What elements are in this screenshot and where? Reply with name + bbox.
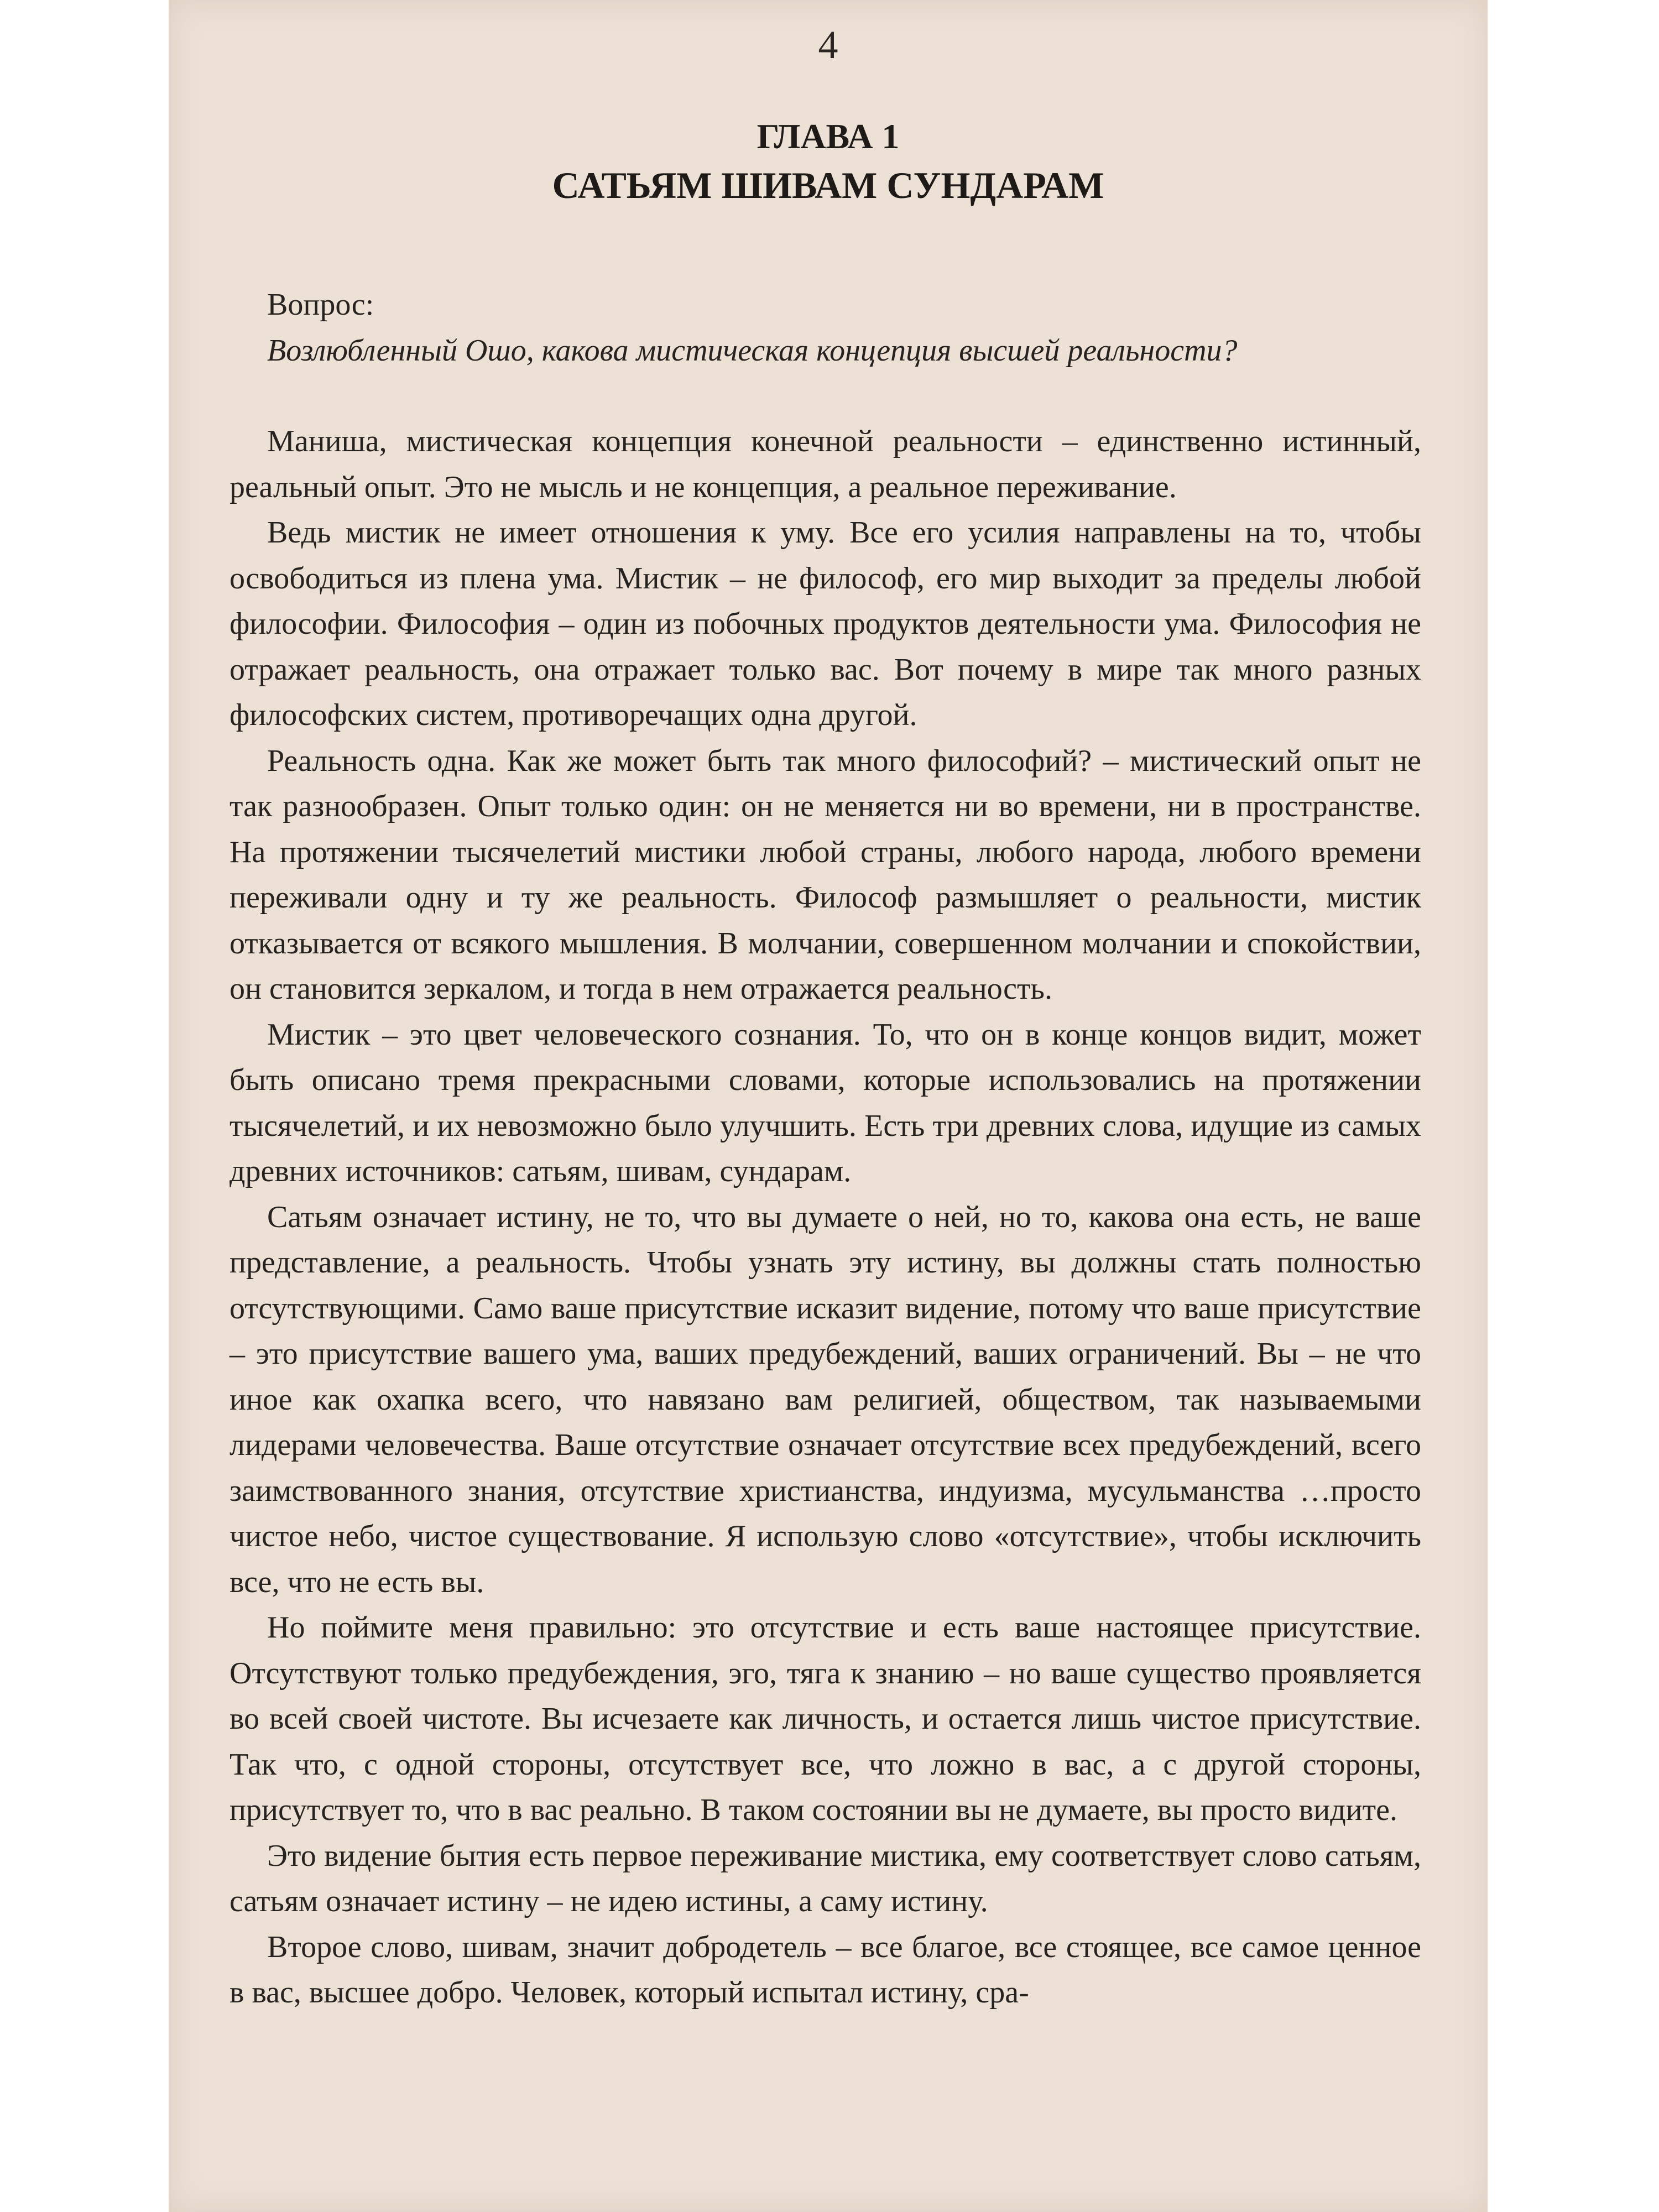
paragraph: Сатьям означает истину, не то, что вы думаете о ней, но то, какова она есть, не ваше представление, а реальность. Чтобы узнать эту истину, вы должны стать полностью отсутствующими. Само ваше присутствие исказит видение, потому что ваше присутствие – это присутствие вашего ума, ваших предубеждений, ваших ограничений. Вы – не что иное как охапка всего, что навязано вам религией, обществом, так называемыми лидерами человечества. Ваше отсутствие означает отсутствие всех предубеждений, всего заимствованного знания, отсутствие христианства, индуизма, мусульманства …просто чистое небо, чистое существование. Я использую слово «отсутствие», чтобы исключить все, что не есть вы. [229, 1199, 1421, 1599]
question-label: Вопрос: [267, 288, 374, 322]
body-text [229, 282, 1421, 2016]
question-text: Возлюбленный Ошо, какова мистическая концепция высшей реальности? [267, 333, 1238, 368]
paragraph-gap [229, 373, 1421, 419]
paragraph: Реальность одна. Как же может быть так много философий? – мистический опыт не так разнообразен. Опыт только один: он не меняется ни во времени, ни в пространстве. На протяжении тысячелетий мистики любой страны, любого народа, любого времени переживали одну и ту же реальность. Философ размышляет о реальности, мистик отказывается от всякого мышления. В молчании, совершенном молчании и спокойствии, он становится зеркалом, и тогда в нем отражается реальность. [229, 743, 1421, 1006]
paragraph: Но поймите меня правильно: это отсутствие и есть ваше настоящее присутствие. Отсутствуют только предубеждения, эго, тяга к знанию – но ваше существо проявляется во всей своей чистоте. Вы исчезаете как личность, и остается лишь чистое присутствие. Так что, с одной стороны, отсутствует все, что ложно в вас, а с другой стороны, присутствует то, что в вас реально. В таком состоянии вы не думаете, вы просто видите. [229, 1610, 1421, 1827]
paragraph: Маниша, мистическая концепция конечной реальности – единственно истинный, реальный опыт. Это не мысль и не концепция, а реальное переживание. [229, 424, 1421, 504]
chapter-heading [169, 113, 1488, 211]
paragraph: Ведь мистик не имеет отношения к уму. Все его усилия направлены на то, чтобы освободиться из плена ума. Мистик – не философ, его мир выходит за пределы любой философии. Философия – один из побочных продуктов деятельности ума. Философия не отражает реальность, она отражает только вас. Вот почему в мире так много разных философских систем, противоречащих одна другой. [229, 515, 1421, 732]
paragraph: Это видение бытия есть первое переживание мистика, ему соответствует слово сатьям, сатьям означает истину – не идею истины, а саму истину. [229, 1838, 1421, 1918]
paragraph: Мистик – это цвет человеческого сознания. То, что он в конце концов видит, может быть описано тремя прекрасными словами, которые использовались на протяжении тысячелетий, и их невозможно было улучшить. Есть три древних слова, идущие из самых древних источников: сатьям, шивам, сундарам. [229, 1017, 1421, 1188]
page-number: 4 [818, 23, 838, 67]
chapter-title: САТЬЯМ ШИВАМ СУНДАРАМ [552, 164, 1104, 206]
paragraph: Второе слово, шивам, значит добродетель – все благое, все стоящее, все самое ценное в вас, высшее добро. Человек, который испытал истину, сра- [229, 1929, 1421, 2010]
chapter-label: ГЛАВА 1 [757, 117, 900, 156]
